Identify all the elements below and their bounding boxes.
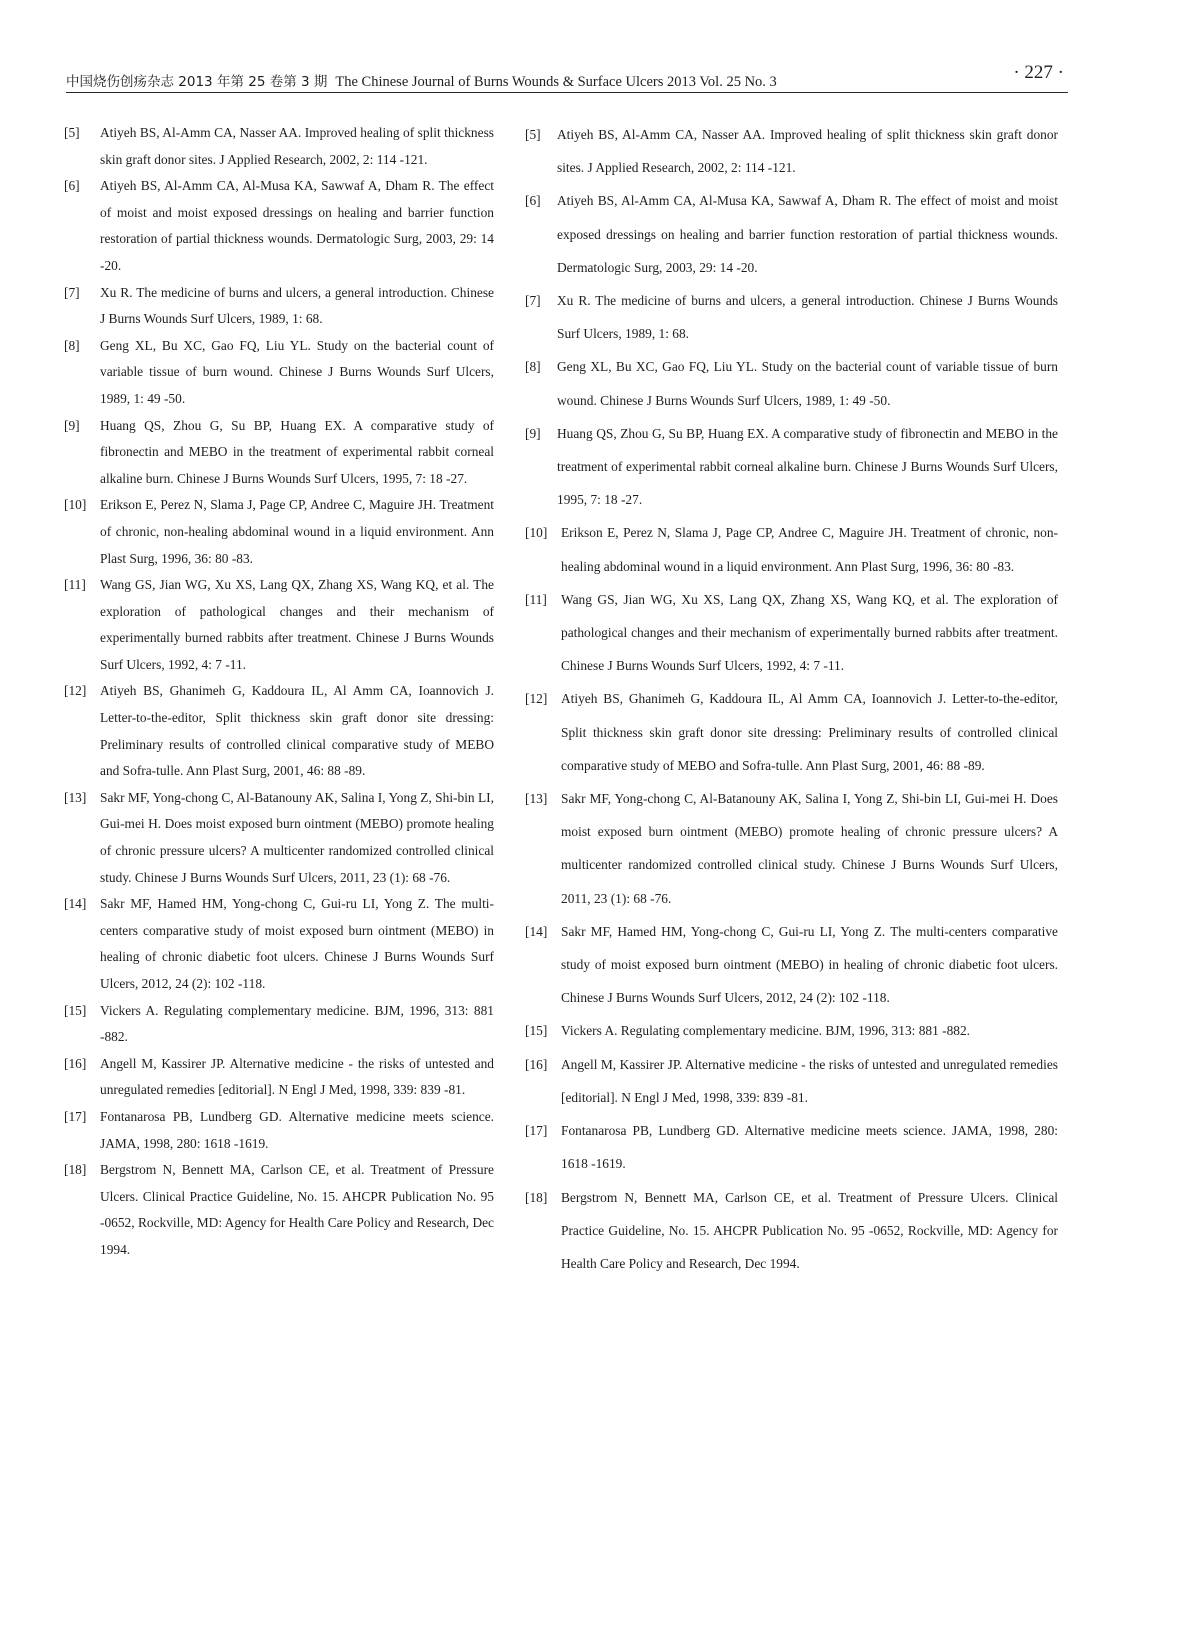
reference-item — [64, 173, 494, 279]
reference-number: [11] — [64, 577, 86, 593]
reference-text: Atiyeh BS, Ghanimeh G, Kaddoura IL, Al Amm CA, Ioannovich J. Letter-to-the-editor, Split thickness skin graft donor site dressing: Preliminary results of controlled clinical comparative study of MEBO and Sofra-tulle. Ann Plast Surg, 2001, 46: 88 -89. — [561, 691, 1058, 773]
reference-text: Wang GS, Jian WG, Xu XS, Lang QX, Zhang XS, Wang KQ, et al. The exploration of pathological changes and their mechanism of experimentally burned rabbits after treatment. Chinese J Burns Wounds Surf Ulcers, 1992, 4: 7 -11. — [561, 591, 1058, 674]
reference-number: [14] — [525, 923, 548, 939]
reference-text: Erikson E, Perez N, Slama J, Page CP, Andree C, Maguire JH. Treatment of chronic, non-healing abdominal wound in a liquid environment. Ann Plast Surg, 1996, 36: 80 -83. — [561, 525, 1058, 574]
reference-item — [64, 1157, 494, 1263]
reference-number: [16] — [525, 1056, 548, 1072]
reference-number: [18] — [525, 1189, 548, 1205]
reference-number: [7] — [64, 284, 80, 300]
journal-title-chinese: 中国烧伤创疡杂志 2013 年第 25 卷第 3 期 — [66, 74, 328, 90]
reference-text: Xu R. The medicine of burns and ulcers, a general introduction. Chinese J Burns Wounds Surf Ulcers, 1989, 1: 68. — [557, 293, 1058, 342]
reference-item — [64, 413, 494, 493]
reference-text: Geng XL, Bu XC, Gao FQ, Liu YL. Study on the bacterial count of variable tissue of burn wound. Chinese J Burns Wounds Surf Ulcers, 1989, 1: 49 -50. — [100, 337, 494, 406]
reference-item — [525, 1048, 1058, 1114]
reference-text: Fontanarosa PB, Lundberg GD. Alternative medicine meets science. JAMA, 1998, 280: 1618 -1619. — [100, 1108, 494, 1151]
reference-text: Erikson E, Perez N, Slama J, Page CP, Andree C, Maguire JH. Treatment of chronic, non-healing abdominal wound in a liquid environment. Ann Plast Surg, 1996, 36: 80 -83. — [100, 497, 494, 566]
left-reference-column — [64, 120, 494, 1264]
journal-title-english: The Chinese Journal of Burns Wounds & Surface Ulcers 2013 Vol. 25 No. 3 — [335, 74, 777, 90]
reference-number: [6] — [525, 193, 541, 209]
reference-number: [14] — [64, 896, 87, 912]
reference-item — [525, 915, 1058, 1015]
reference-number: [8] — [525, 359, 541, 375]
reference-number: [12] — [64, 683, 87, 699]
journal-title — [66, 70, 777, 91]
reference-item — [525, 118, 1058, 184]
reference-text: Bergstrom N, Bennett MA, Carlson CE, et al. Treatment of Pressure Ulcers. Clinical Practice Guideline, No. 15. AHCPR Publication No. 95 -0652, Rockville, MD: Agency for Health Care Policy and Research, Dec 1994. — [100, 1162, 494, 1257]
reference-text: Vickers A. Regulating complementary medicine. BJM, 1996, 313: 881 -882. — [561, 1023, 971, 1039]
reference-number: [11] — [525, 591, 547, 607]
reference-item — [64, 333, 494, 413]
reference-item — [525, 1181, 1058, 1281]
reference-text: Geng XL, Bu XC, Gao FQ, Liu YL. Study on the bacterial count of variable tissue of burn wound. Chinese J Burns Wounds Surf Ulcers, 1989, 1: 49 -50. — [557, 359, 1058, 408]
reference-item — [525, 583, 1058, 683]
reference-text: Wang GS, Jian WG, Xu XS, Lang QX, Zhang XS, Wang KQ, et al. The exploration of pathological changes and their mechanism of experimentally burned rabbits after treatment. Chinese J Burns Wounds Surf Ulcers, 1992, 4: 7 -11. — [100, 577, 494, 672]
reference-item — [64, 1051, 494, 1104]
reference-number: [10] — [525, 525, 548, 541]
reference-text: Sakr MF, Yong-chong C, Al-Batanouny AK, Salina I, Yong Z, Shi-bin LI, Gui-mei H. Does moist exposed burn ointment (MEBO) promote healing of chronic pressure ulcers? A multicenter randomized controlled clinical study. Chinese J Burns Wounds Surf Ulcers, 2011, 23 (1): 68 -76. — [100, 789, 494, 885]
reference-number: [15] — [525, 1023, 548, 1039]
reference-text: Angell M, Kassirer JP. Alternative medicine - the risks of untested and unregulated remedies [editorial]. N Engl J Med, 1998, 339: 839 -81. — [100, 1055, 494, 1098]
reference-number: [18] — [64, 1162, 87, 1178]
reference-number: [9] — [64, 417, 80, 433]
running-header — [66, 62, 1068, 93]
reference-item — [64, 1104, 494, 1157]
reference-text: Sakr MF, Hamed HM, Yong-chong C, Gui-ru LI, Yong Z. The multi-centers comparative study of moist exposed burn ointment (MEBO) in healing of chronic diabetic foot ulcers. Chinese J Burns Wounds Surf Ulcers, 2012, 24 (2): 102 -118. — [561, 923, 1058, 1006]
reference-number: [10] — [64, 497, 87, 513]
page-number: · 227 · — [1013, 62, 1064, 83]
reference-number: [17] — [64, 1108, 87, 1124]
reference-text: Sakr MF, Hamed HM, Yong-chong C, Gui-ru LI, Yong Z. The multi-centers comparative study of moist exposed burn ointment (MEBO) in healing of chronic diabetic foot ulcers. Chinese J Burns Wounds Surf Ulcers, 2012, 24 (2): 102 -118. — [100, 896, 494, 991]
reference-item — [64, 492, 494, 572]
reference-item — [64, 280, 494, 333]
reference-item — [525, 1014, 1058, 1047]
reference-text: Fontanarosa PB, Lundberg GD. Alternative medicine meets science. JAMA, 1998, 280: 1618 -1619. — [561, 1123, 1058, 1172]
reference-text: Atiyeh BS, Al-Amm CA, Nasser AA. Improved healing of split thickness skin graft donor sites. J Applied Research, 2002, 2: 114 -121. — [557, 127, 1058, 176]
reference-number: [17] — [525, 1123, 548, 1139]
reference-text: Atiyeh BS, Al-Amm CA, Nasser AA. Improved healing of split thickness skin graft donor sites. J Applied Research, 2002, 2: 114 -121. — [100, 125, 494, 167]
reference-number: [13] — [525, 791, 548, 807]
reference-text: Atiyeh BS, Ghanimeh G, Kaddoura IL, Al Amm CA, Ioannovich J. Letter-to-the-editor, Split thickness skin graft donor site dressing: Preliminary results of controlled clinical comparative study of MEBO and Sofra-tulle. Ann Plast Surg, 2001, 46: 88 -89. — [100, 683, 494, 779]
reference-item — [525, 682, 1058, 782]
reference-text: Atiyeh BS, Al-Amm CA, Al-Musa KA, Sawwaf A, Dham R. The effect of moist and moist exposed dressings on healing and barrier function restoration of partial thickness wounds. Dermatologic Surg, 2003, 29: 14 -20. — [100, 178, 494, 273]
reference-item — [64, 120, 494, 173]
reference-item — [525, 1114, 1058, 1180]
reference-item — [525, 782, 1058, 915]
reference-text: Atiyeh BS, Al-Amm CA, Al-Musa KA, Sawwaf A, Dham R. The effect of moist and moist exposed dressings on healing and barrier function restoration of partial thickness wounds. Dermatologic Surg, 2003, 29: 14 -20. — [557, 193, 1058, 275]
reference-number: [6] — [64, 178, 80, 194]
reference-text: Huang QS, Zhou G, Su BP, Huang EX. A comparative study of fibronectin and MEBO in the treatment of experimental rabbit corneal alkaline burn. Chinese J Burns Wounds Surf Ulcers, 1995, 7: 18 -27. — [100, 417, 494, 486]
reference-item — [525, 516, 1058, 582]
reference-item — [525, 417, 1058, 517]
reference-item — [64, 785, 494, 891]
reference-number: [16] — [64, 1055, 87, 1071]
reference-item — [64, 678, 494, 784]
reference-text: Xu R. The medicine of burns and ulcers, a general introduction. Chinese J Burns Wounds Surf Ulcers, 1989, 1: 68. — [100, 284, 494, 327]
reference-number: [5] — [64, 125, 80, 140]
reference-text: Huang QS, Zhou G, Su BP, Huang EX. A comparative study of fibronectin and MEBO in the treatment of experimental rabbit corneal alkaline burn. Chinese J Burns Wounds Surf Ulcers, 1995, 7: 18 -27. — [557, 425, 1058, 508]
reference-item — [64, 572, 494, 678]
reference-item — [64, 891, 494, 997]
reference-number: [12] — [525, 691, 548, 707]
reference-text: Vickers A. Regulating complementary medicine. BJM, 1996, 313: 881 -882. — [100, 1002, 494, 1045]
reference-number: [5] — [525, 127, 541, 142]
reference-text: Sakr MF, Yong-chong C, Al-Batanouny AK, Salina I, Yong Z, Shi-bin LI, Gui-mei H. Does moist exposed burn ointment (MEBO) promote healing of chronic pressure ulcers? A multicenter randomized controlled clinical study. Chinese J Burns Wounds Surf Ulcers, 2011, 23 (1): 68 -76. — [561, 791, 1058, 906]
reference-text: Bergstrom N, Bennett MA, Carlson CE, et al. Treatment of Pressure Ulcers. Clinical Practice Guideline, No. 15. AHCPR Publication No. 95 -0652, Rockville, MD: Agency for Health Care Policy and Research, Dec 1994. — [561, 1189, 1058, 1271]
reference-item — [64, 998, 494, 1051]
reference-item — [525, 350, 1058, 416]
reference-number: [13] — [64, 789, 87, 805]
reference-item — [525, 184, 1058, 284]
reference-number: [9] — [525, 425, 541, 441]
right-reference-column — [525, 118, 1058, 1280]
reference-number: [8] — [64, 337, 80, 353]
reference-number: [7] — [525, 293, 541, 309]
reference-item — [525, 284, 1058, 350]
reference-number: [15] — [64, 1002, 87, 1018]
reference-text: Angell M, Kassirer JP. Alternative medicine - the risks of untested and unregulated remedies [editorial]. N Engl J Med, 1998, 339: 839 -81. — [561, 1056, 1058, 1105]
